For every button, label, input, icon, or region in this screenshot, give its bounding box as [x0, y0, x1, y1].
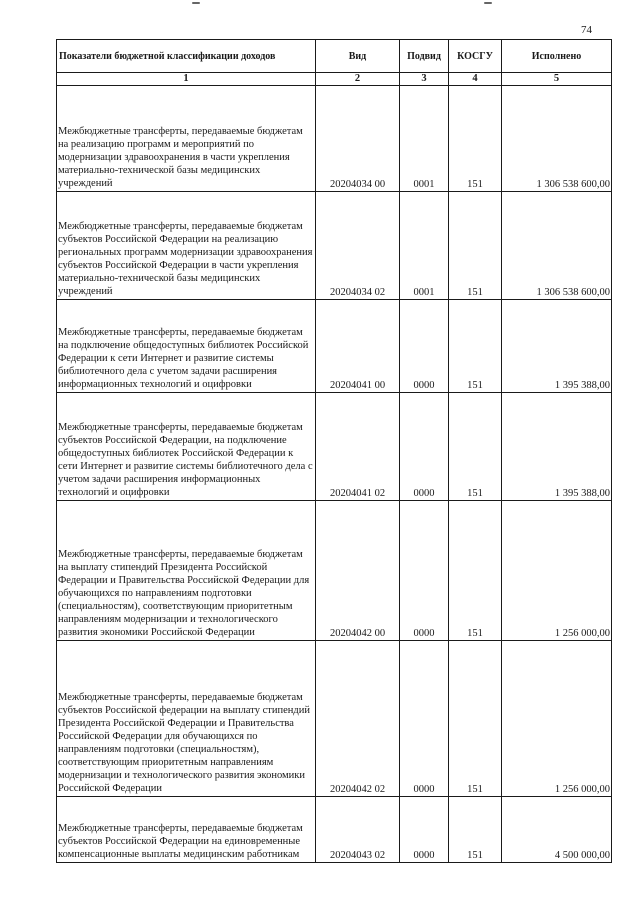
row-podvid: 0001	[400, 192, 449, 300]
row-name: Межбюджетные трансферты, передаваемые бюджетам субъектов Российской Федерации, на подключение общедоступных библиотек Российской Федерации к сети Интернет и развитие системы библиотечного дела с учетом задачи расширения информационных технологий и оцифровки	[57, 393, 316, 501]
header-executed: Исполнено	[502, 40, 612, 73]
row-vid: 20204042 00	[316, 501, 400, 641]
scan-artifact-right	[484, 2, 492, 4]
row-kosgu: 151	[449, 641, 502, 797]
page-number: 74	[581, 24, 592, 36]
row-vid: 20204034 00	[316, 86, 400, 192]
row-amount: 1 395 388,00	[502, 393, 612, 501]
row-amount: 1 256 000,00	[502, 641, 612, 797]
row-podvid: 0000	[400, 300, 449, 393]
column-number: 5	[502, 73, 612, 86]
table-row	[57, 300, 612, 393]
column-number: 2	[316, 73, 400, 86]
row-kosgu: 151	[449, 192, 502, 300]
row-name: Межбюджетные трансферты, передаваемые бюджетам на подключение общедоступных библиотек Российской Федерации к сети Интернет и развитие системы библиотечного дела с учетом задачи расширения информационных технологий и оцифровки	[57, 300, 316, 393]
row-kosgu: 151	[449, 300, 502, 393]
row-vid: 20204043 02	[316, 797, 400, 863]
row-name: Межбюджетные трансферты, передаваемые бюджетам на реализацию программ и мероприятий по модернизации здравоохранения в части укрепления материально-технической базы медицинских учреждений	[57, 86, 316, 192]
table-row	[57, 501, 612, 641]
table-row	[57, 393, 612, 501]
column-number: 1	[57, 73, 316, 86]
row-amount: 4 500 000,00	[502, 797, 612, 863]
row-kosgu: 151	[449, 501, 502, 641]
row-kosgu: 151	[449, 393, 502, 501]
header-indicators: Показатели бюджетной классификации доходов	[57, 40, 316, 73]
row-vid: 20204041 00	[316, 300, 400, 393]
row-name: Межбюджетные трансферты, передаваемые бюджетам субъектов Российской Федерации на единовременные компенсационные выплаты медицинским работникам	[57, 797, 316, 863]
row-amount: 1 306 538 600,00	[502, 86, 612, 192]
row-podvid: 0001	[400, 86, 449, 192]
row-vid: 20204034 02	[316, 192, 400, 300]
row-kosgu: 151	[449, 86, 502, 192]
row-podvid: 0000	[400, 393, 449, 501]
row-podvid: 0000	[400, 501, 449, 641]
budget-revenue-table	[56, 39, 612, 863]
column-number: 3	[400, 73, 449, 86]
row-vid: 20204042 02	[316, 641, 400, 797]
header-vid: Вид	[316, 40, 400, 73]
table-row	[57, 86, 612, 192]
row-podvid: 0000	[400, 797, 449, 863]
column-number-row	[57, 73, 612, 86]
table-row	[57, 641, 612, 797]
table-header-row	[57, 40, 612, 73]
header-kosgu: КОСГУ	[449, 40, 502, 73]
row-name: Межбюджетные трансферты, передаваемые бюджетам субъектов Российской Федерации на реализацию региональных программ модернизации здравоохранения субъектов Российской Федерации в части укрепления материально-технической базы медицинских учреждений	[57, 192, 316, 300]
row-amount: 1 256 000,00	[502, 501, 612, 641]
table-row	[57, 797, 612, 863]
column-number: 4	[449, 73, 502, 86]
row-vid: 20204041 02	[316, 393, 400, 501]
row-name: Межбюджетные трансферты, передаваемые бюджетам субъектов Российской федерации на выплату стипендий Президента Российской Федерации и Правительства Российской Федерации для обучающихся по направлениям подготовки (специальностям), соответствующим приоритетным направлениям модернизации и технологического развития экономики Российской Федерации	[57, 641, 316, 797]
row-podvid: 0000	[400, 641, 449, 797]
table-row	[57, 192, 612, 300]
row-amount: 1 306 538 600,00	[502, 192, 612, 300]
scan-artifact-left	[192, 2, 200, 4]
row-amount: 1 395 388,00	[502, 300, 612, 393]
header-podvid: Подвид	[400, 40, 449, 73]
row-name: Межбюджетные трансферты, передаваемые бюджетам на выплату стипендий Президента Российской Федерации и Правительства Российской Федерации для обучающихся по направлениям подготовки (специальностям), соответствующим приоритетным направлениям модернизации и технологического развития экономики Российской Федерации	[57, 501, 316, 641]
row-kosgu: 151	[449, 797, 502, 863]
